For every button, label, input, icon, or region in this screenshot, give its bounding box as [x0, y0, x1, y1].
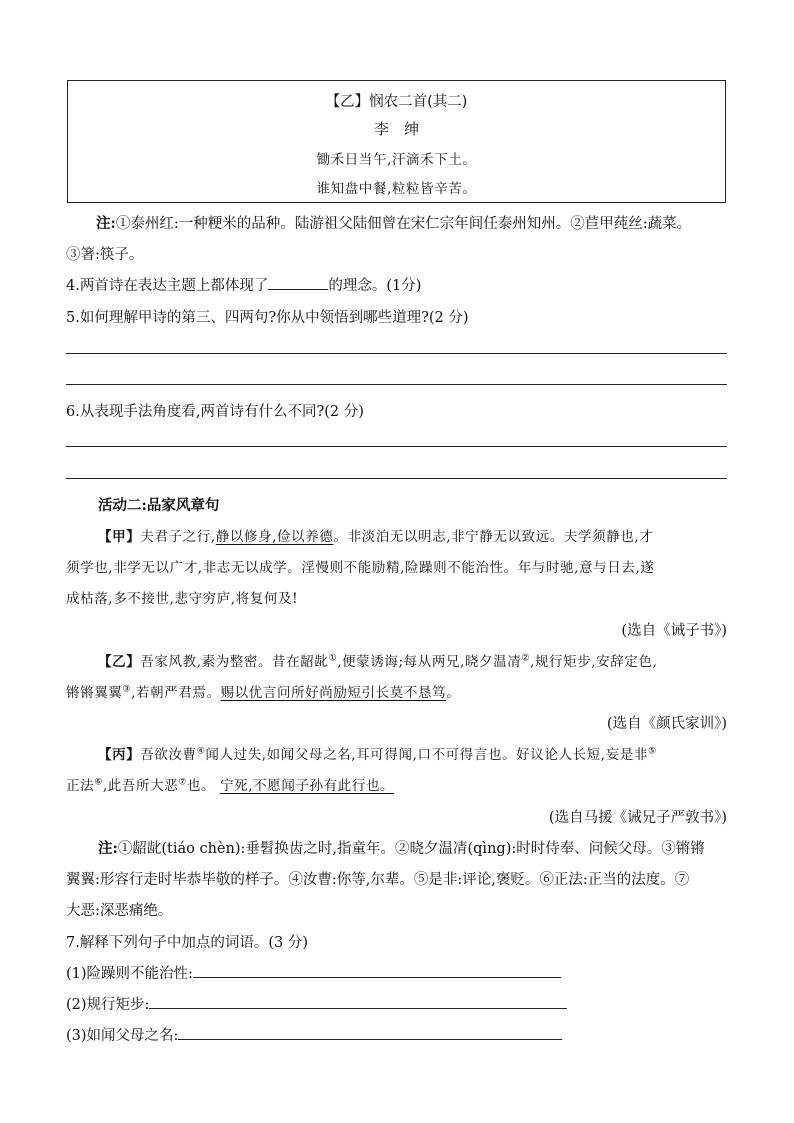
- poem-title: 【乙】悯农二首(其二): [325, 94, 468, 110]
- answer-blank[interactable]: [149, 1007, 567, 1009]
- jia-line-2: 须学也,非学无以广才,非志无以成学。淫慢则不能励精,险躁则不能治性。年与时驰,意与日去,遂: [66, 560, 655, 576]
- footnote-marker: ⑥: [94, 777, 103, 788]
- bing-line-2: [66, 774, 394, 794]
- bing-text: 正法: [66, 778, 95, 794]
- yi-line-1: [98, 650, 657, 670]
- jia-underlined: 静以修身,俭以养德: [215, 529, 334, 545]
- yi-text: 吾家风教,素为整密。昔在龆龀: [140, 654, 329, 670]
- answer-blank[interactable]: [178, 1038, 562, 1040]
- note-1-line-2: ③箸:筷子。: [66, 247, 144, 263]
- jia-text: 夫君子之行,: [140, 529, 216, 545]
- poem-box: [67, 80, 726, 203]
- question-7: 7.解释下列句子中加点的词语。(3 分): [66, 935, 308, 951]
- poem-line-1: 锄禾日当午,汗滴禾下土。: [316, 152, 477, 168]
- question-4: [66, 274, 421, 295]
- answer-line[interactable]: [66, 446, 727, 447]
- note-2-line-2: 翼翼:形容行走时毕恭毕敬的样子。④汝曹:你等,尔辈。⑤是非:评论,褒贬。⑥正法:正当的法度。⑦: [66, 872, 690, 888]
- question-4-text: 4.两首诗在表达主题上都体现了: [66, 278, 269, 294]
- note-2-line-3: 大恶:深恶痛绝。: [66, 903, 173, 919]
- bing-underlined: 宁死,不愿闻子孙有此行也。: [220, 778, 395, 794]
- note-text: ①泰州红:一种粳米的品种。陆游祖父陆佃曾在宋仁宗年间任泰州知州。②苣甲莼丝:蔬菜。: [115, 216, 692, 232]
- jia-line-3: 成枯落,多不接世,悲守穷庐,将复何及!: [66, 591, 299, 607]
- yi-text: 。: [446, 685, 461, 701]
- answer-line[interactable]: [66, 353, 727, 354]
- poem-line-2: 谁知盘中餐,粒粒皆辛苦。: [316, 181, 477, 197]
- yi-text: ,便蒙诱诲;每从两兄,晓夕温凊: [337, 654, 522, 670]
- answer-blank[interactable]: [193, 976, 561, 978]
- question-4-blank[interactable]: [268, 288, 328, 290]
- question-7-item-label: (3)如闻父母之名:: [66, 1028, 179, 1044]
- question-6: 6.从表现手法角度看,两首诗有什么不同?(2 分): [66, 404, 364, 420]
- bing-tag: 【丙】: [98, 747, 141, 763]
- footnote-marker: ①: [328, 653, 338, 664]
- bing-text: ,此吾所大恶: [102, 778, 179, 794]
- bing-text: 吾欲汝曹: [140, 747, 197, 763]
- answer-line[interactable]: [66, 384, 727, 385]
- poem-author: 李 绅: [373, 120, 419, 138]
- note-text: ①龆龀(tiáo chèn):垂髫换齿之时,指童年。②晓夕温凊(qìng):时时侍奉、问候父母。③锵锵: [117, 841, 705, 857]
- footnote-marker: ⑦: [178, 777, 187, 788]
- yi-source: (选自《颜氏家训》): [606, 716, 727, 732]
- jia-source: (选自《诫子书》): [621, 623, 727, 639]
- yi-tag: 【乙】: [98, 654, 141, 670]
- question-7-item-label: (1)险躁则不能治性:: [66, 966, 193, 982]
- jia-tag: 【甲】: [98, 529, 141, 545]
- yi-line-2: [66, 681, 460, 701]
- question-7-item-label: (2)规行矩步:: [66, 997, 150, 1013]
- yi-underlined: 赐以优言问所好尚励短引长莫不恳笃: [220, 685, 447, 701]
- footnote-marker: ②: [521, 653, 530, 664]
- answer-line[interactable]: [66, 478, 727, 479]
- jia-line-1: [98, 525, 653, 545]
- note-2-line-1: [98, 837, 705, 858]
- yi-text: ,规行矩步,安辞定色,: [530, 654, 658, 670]
- question-7-item-1: [66, 962, 561, 983]
- question-7-item-2: [66, 993, 567, 1014]
- note-label: 注:: [96, 215, 116, 232]
- footnote-marker: ③: [122, 684, 132, 695]
- question-4-text-end: 的理念。(1分): [328, 278, 422, 294]
- yi-text: ,若朝严君焉。: [131, 685, 221, 701]
- yi-text: 锵锵翼翼: [66, 685, 123, 701]
- note-1-line-1: [96, 212, 691, 233]
- note-label: 注:: [98, 840, 118, 857]
- activity-2-title: 活动二:品家风章句: [98, 497, 220, 514]
- bing-line-1: [98, 743, 657, 763]
- question-5: 5.如何理解甲诗的第三、四两句?你从中领悟到哪些道理?(2 分): [66, 310, 469, 326]
- bing-text: 也。: [186, 778, 216, 794]
- bing-source: (选自马援《诫兄子严敦书》): [548, 810, 727, 826]
- footnote-marker: ④: [196, 746, 206, 757]
- bing-text: 闻人过失,如闻父母之名,耳可得闻,口不可得言也。好议论人长短,妄是非: [205, 747, 648, 763]
- footnote-marker: ⑤: [647, 746, 657, 757]
- jia-text: 。非淡泊无以明志,非宁静无以致远。夫学须静也,才: [333, 529, 654, 545]
- question-7-item-3: [66, 1024, 562, 1045]
